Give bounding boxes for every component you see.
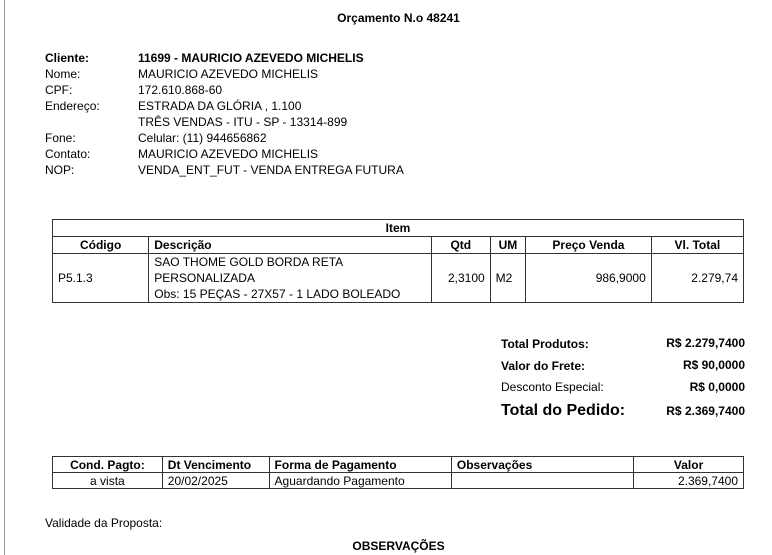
item-descricao bbox=[149, 254, 432, 303]
item-total: 2.279,74 bbox=[651, 254, 743, 303]
pay-forma: Aguardando Pagamento bbox=[269, 473, 451, 489]
col-total-header: Vl. Total bbox=[651, 237, 743, 254]
item-um: M2 bbox=[490, 254, 525, 303]
col-qtd-header: Qtd bbox=[431, 237, 490, 254]
col-obs-header: Observações bbox=[451, 457, 633, 473]
items-group-header: Item bbox=[53, 220, 744, 237]
pay-obs bbox=[451, 473, 633, 489]
client-value: 11699 - MAURICIO AZEVEDO MICHELIS bbox=[138, 51, 364, 65]
phone-value: Celular: (11) 944656862 bbox=[138, 131, 267, 145]
col-descricao-header: Descrição bbox=[149, 237, 432, 254]
col-cond-header: Cond. Pagto: bbox=[53, 457, 163, 473]
name-value: MAURICIO AZEVEDO MICHELIS bbox=[138, 67, 319, 81]
col-codigo-header: Código bbox=[53, 237, 149, 254]
total-produtos-label: Total Produtos: bbox=[501, 337, 589, 351]
pay-valor: 2.369,7400 bbox=[634, 473, 744, 489]
phone-label: Fone: bbox=[45, 131, 76, 145]
item-codigo: P5.1.3 bbox=[53, 254, 149, 303]
item-descricao-obs: Obs: 15 PEÇAS - 27X57 - 1 LADO BOLEADO bbox=[154, 287, 401, 301]
col-um-header: UM bbox=[490, 237, 525, 254]
address-label: Endereço: bbox=[45, 99, 100, 113]
pay-cond: a vista bbox=[53, 473, 163, 489]
cpf-value: 172.610.868-60 bbox=[138, 83, 223, 97]
total-pedido-value: R$ 2.369,7400 bbox=[666, 404, 745, 418]
client-label: Cliente: bbox=[45, 51, 90, 65]
validade-label: Validade da Proposta: bbox=[45, 516, 163, 530]
document-title: Orçamento N.o 48241 bbox=[337, 11, 460, 25]
cpf-label: CPF: bbox=[45, 83, 73, 97]
col-forma-header: Forma de Pagamento bbox=[269, 457, 451, 473]
table-row bbox=[53, 473, 744, 489]
desconto-label: Desconto Especial: bbox=[501, 380, 604, 394]
col-valor-header: Valor bbox=[634, 457, 744, 473]
item-descricao-line-2: PERSONALIZADA bbox=[154, 271, 255, 285]
name-label: Nome: bbox=[45, 67, 81, 81]
nop-value: VENDA_ENT_FUT - VENDA ENTREGA FUTURA bbox=[138, 163, 404, 177]
table-row bbox=[53, 254, 744, 303]
item-preco: 986,9000 bbox=[526, 254, 652, 303]
item-descricao-line-1: SAO THOME GOLD BORDA RETA bbox=[154, 255, 344, 269]
desconto-value: R$ 0,0000 bbox=[689, 380, 745, 394]
nop-label: NOP: bbox=[45, 163, 75, 177]
col-preco-header: Preço Venda bbox=[526, 237, 652, 254]
contact-value: MAURICIO AZEVEDO MICHELIS bbox=[138, 147, 319, 161]
items-table bbox=[52, 219, 744, 303]
address-line-1: ESTRADA DA GLÓRIA , 1.100 bbox=[138, 99, 302, 113]
frete-label: Valor do Frete: bbox=[501, 359, 586, 373]
total-pedido-label: Total do Pedido: bbox=[501, 402, 626, 419]
page-left-border bbox=[4, 0, 5, 555]
pay-vencimento: 20/02/2025 bbox=[162, 473, 269, 489]
col-vencimento-header: Dt Vencimento bbox=[162, 457, 269, 473]
frete-value: R$ 90,0000 bbox=[682, 358, 745, 372]
payment-table bbox=[52, 456, 744, 489]
item-qtd: 2,3100 bbox=[431, 254, 490, 303]
address-line-2: TRÊS VENDAS - ITU - SP - 13314-899 bbox=[138, 115, 348, 129]
observacoes-heading: OBSERVAÇÕES bbox=[352, 539, 445, 553]
contact-label: Contato: bbox=[45, 147, 91, 161]
total-produtos-value: R$ 2.279,7400 bbox=[666, 336, 745, 350]
